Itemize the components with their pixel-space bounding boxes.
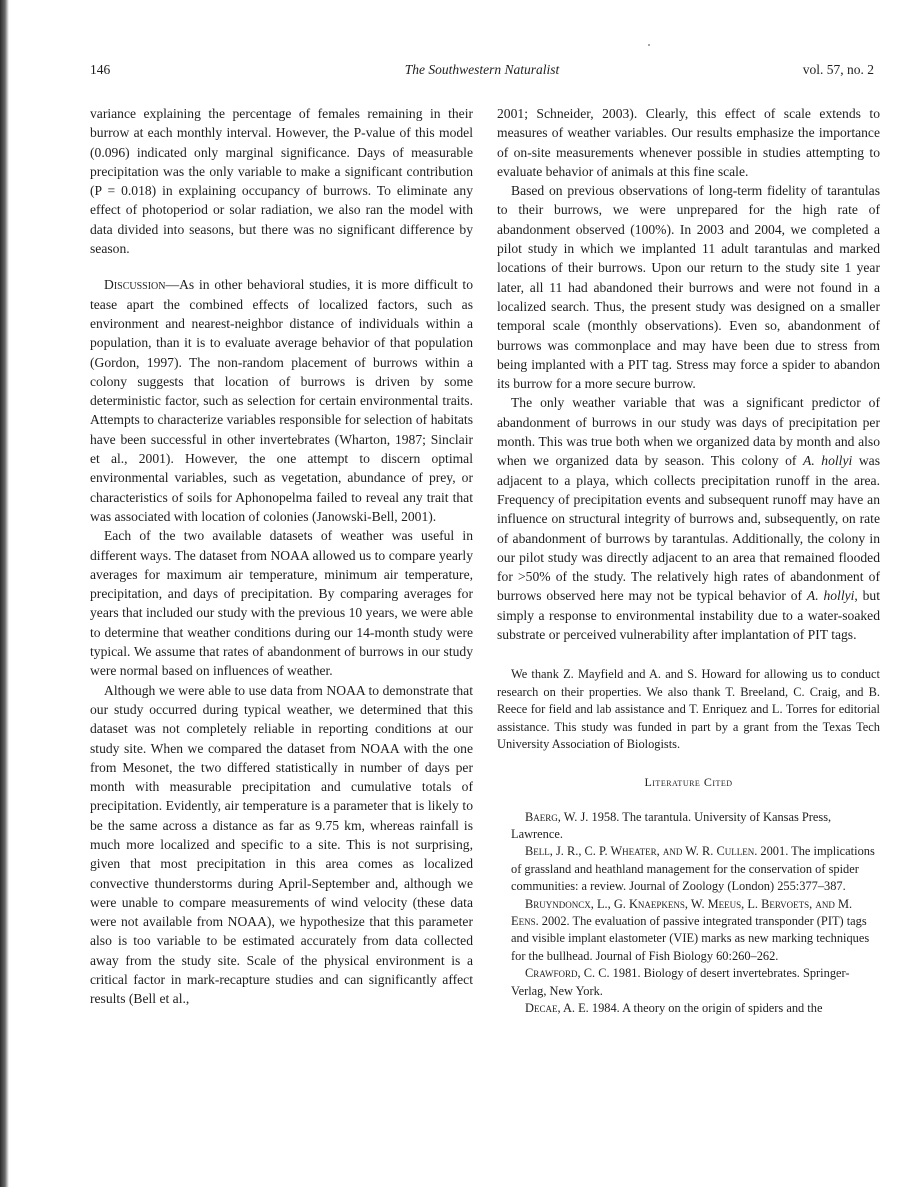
species-name: A. hollyi (806, 588, 855, 604)
reference-item: Bell, J. R., C. P. Wheater, and W. R. Cullen. 2001. The implications of grassland and heathland management for the conservation of spider communities: a review. Journal of Zoology (London) 255:377–387. (511, 844, 875, 894)
journal-title: The Southwestern Naturalist (404, 62, 560, 77)
continued-paragraph: 2001; Schneider, 2003). Clearly, this effect of scale extends to measures of weather variables. Our results emphasize the importance of on-site measurements whenever possible in studies attempting to evaluate behavior of animals at this fine scale. (497, 106, 880, 179)
discussion-heading: Discussion (104, 277, 166, 293)
reference-item: Crawford, C. C. 1981. Biology of desert invertebrates. Springer-Verlag, New York. (511, 966, 850, 998)
running-head (90, 62, 874, 80)
reference-list (497, 809, 880, 1018)
results-paragraph: variance explaining the percentage of females remaining in their burrow at each monthly interval. However, the P-value of this model (0.096) indicated only marginal significance. Days of measurable precipitation was the only variable to make a significant contribution (P = 0.018) in explaining occupancy of burrows. To eliminate any effect of photoperiod or solar radiation, we also ran the model with data divided into seasons, but there was no significant difference by season. (90, 106, 473, 257)
discussion-text: —As in other behavioral studies, it is more difficult to tease apart the combined effects of localized factors, such as environment and nearest-neighbor distance of individuals within a population, than it is to evaluate average behavior of that population (Gordon, 1997). The non-random placement of burrows within a colony suggests that location of burrows is driven by some deterministic factor, such as selection for certain environmental traits. Attempts to characterize variables responsible for selection of habitats have been successful in other invertebrates (Wharton, 1987; Sinclair et al., 2001). However, the one attempt to discern optimal environmental variables, such as vegetation, abundance of prey, or characteristics of soils for Aphonopelma failed to reveal any trait that was associated with location of colonies (Janowski-Bell, 2001). (90, 277, 473, 524)
discussion-paragraph (90, 275, 473, 526)
right-column (497, 104, 880, 1018)
acknowledgments: We thank Z. Mayfield and A. and S. Howard for allowing us to conduct research on their properties. We also thank T. Breeland, C. Craig, and B. Reece for field and lab assistance and T. Enriquez and L. Torres for editorial assistance. This study was funded in part by a grant from the Texas Tech University Association of Biologists. (497, 667, 880, 751)
page-number: 146 (90, 62, 111, 77)
noaa-paragraph: Although we were able to use data from NOAA to demonstrate that our study occurred during typical weather, we determined that this dataset was not completely reliable in reporting conditions at our study site. When we compared the dataset from NOAA with the one from Mesonet, the two differed statistically in number of days per month with measurable precipitation and cumulative totals of precipitation. Evidently, air temperature is a parameter that is likely to be the same across a distance as far as 9.75 km, whereas rainfall is much more localized and specific to a site. This is not surprising, given that most precipitation in this area comes as localized convective thunderstorms during April-September and, although we were unable to compare measurements of wind velocity (these data were not available from NOAA), we hypothesize that this parameter also is too variable to be estimated accurately from data collected away from the study site. Scale of the physical environment is a critical factor in mark-recapture studies and can significantly affect results (Bell et al., (90, 682, 473, 1007)
weather-datasets-paragraph: Each of the two available datasets of weather was useful in different ways. The dataset from NOAA allowed us to compare yearly averages for maximum air temperature, minimum air temperature, precipitation, and days of precipitation. By comparing averages for years that included our study with the previous 10 years, we were able to determine that weather conditions during our 14-month study were typical. We assume that rates of abandonment of burrows in our study were normal based on influences of weather. (90, 528, 473, 679)
species-name: A. hollyi (803, 453, 853, 469)
left-column (90, 104, 473, 1009)
reference-item: Decae, A. E. 1984. A theory on the origin of spiders and the (525, 1001, 823, 1016)
scan-speck (648, 44, 650, 46)
volume-issue: vol. 57, no. 2 (802, 62, 874, 77)
reference-item: Baerg, W. J. 1958. The tarantula. University of Kansas Press, Lawrence. (511, 809, 832, 842)
literature-cited-heading: Literature Cited (644, 775, 733, 790)
reference-item: Bruyndoncx, L., G. Knaepkens, W. Meeus, L. Bervoets, and M. Eens. 2002. The evaluation of passive integrated transponder (PIT) tags and visible implant elastometer (VIE) marks as new marking techniques for the bullhead. Journal of Fish Biology 60:260–262. (511, 896, 870, 963)
abandonment-paragraph: Based on previous observations of long-term fidelity of tarantulas to their burrows, we were unprepared for the high rate of abandonment observed (100%). In 2003 and 2004, we completed a pilot study in which we implanted 11 adult tarantulas and marked locations of their burrows. Upon our return to the study site 1 year later, all 11 had abandoned their burrows and were not found in a localized search. Thus, the present study was designed on a smaller temporal scale (monthly observations). Even so, abandonment of burrows was commonplace and may have been due to stress from being implanted with a PIT tag. Stress may force a spider to abandon its burrow for a more secure burrow. (497, 183, 880, 392)
precipitation-paragraph: The only weather variable that was a significant predictor of abandonment of burrows in our study was days of precipitation per month. This was true both when we organized data by month and also when we organized data by season. This colony of A. hollyi was adjacent to a playa, which collects precipitation runoff in the area. Frequency of precipitation events and subsequent runoff may have an influence on structural integrity of burrows and, subsequently, on rate of abandonment of burrows by tarantulas. Additionally, the colony in our pilot study was directly adjacent to an area that remained flooded for >50% of the study. The relatively high rates of abandonment of burrows observed here may not be typical behavior of A. hollyi, but simply a response to environmental instability due to a water-soaked substrate or perceived vulnerability after implantation of PIT tags. (497, 395, 880, 643)
scan-edge (0, 0, 9, 1187)
